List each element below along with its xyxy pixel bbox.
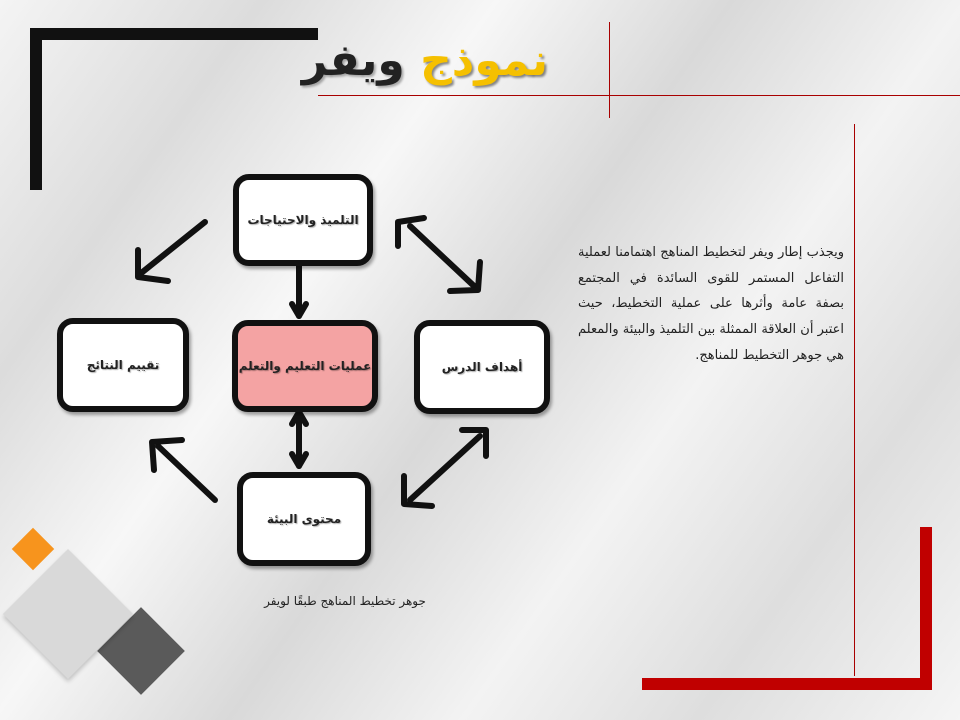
arrow-right-to-bottom bbox=[404, 430, 486, 506]
box-environment-content-label: محتوى البيئة bbox=[266, 512, 342, 526]
arrow-top-right-double bbox=[398, 218, 480, 291]
box-teaching-learning bbox=[232, 320, 378, 412]
box-environment-content bbox=[237, 472, 371, 566]
box-evaluate-results bbox=[57, 318, 189, 412]
title-highlight: نموذج bbox=[420, 35, 548, 86]
arrow-top-to-left bbox=[138, 222, 205, 281]
description-paragraph: ويجذب إطار ويفر لتخطيط المناهج اهتمامنا لعملية التفاعل المستمر للقوى السائدة في المجتمع بصفة عامة وأثرها على عملية التخطيط، حيث اعتبر أن العلاقة الممثلة بين التلميذ والبيئة والمعلم هي جوهر التخطيط للمناهج. bbox=[578, 245, 844, 363]
diagram-caption: جوهر تخطيط المناهج طبقًا لويفر bbox=[264, 594, 426, 608]
box-teaching-learning-label: عمليات التعليم والتعلم bbox=[238, 359, 372, 373]
arrow-bottom-to-left bbox=[152, 440, 215, 500]
arrow-bottom-center-double bbox=[292, 412, 306, 466]
title-rest: ويفر bbox=[301, 35, 405, 86]
box-evaluate-results-label: تقييم النتائج bbox=[86, 358, 160, 372]
box-lesson-objectives bbox=[414, 320, 550, 414]
box-lesson-objectives-label: أهداف الدرس bbox=[441, 360, 523, 374]
box-student-needs-label: التلميذ والاحتياجات bbox=[247, 213, 359, 227]
box-student-needs bbox=[233, 174, 373, 266]
